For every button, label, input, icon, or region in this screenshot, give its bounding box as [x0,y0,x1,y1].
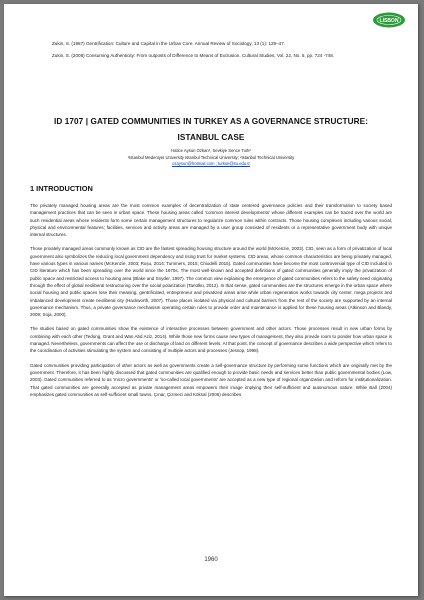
paper-title: ID 1707 | GATED COMMUNITIES IN TURKEY AS A GOVERNANCE STRUCTURE: ISTANBUL CASE [53,117,369,142]
page-number: 1960 [204,557,218,563]
conference-logo [372,12,406,28]
document-page [4,4,418,596]
author-affiliations: ¹Istanbul Medeniyet University Istanbul Technical University; ²Istanbul Technical University [127,154,295,160]
section-heading: 1 INTRODUCTION [30,184,93,193]
author-block [44,148,378,168]
svg-text:LISBON: LISBON [379,18,399,24]
body-text [30,202,392,405]
paragraph: Gated communities providing participation of other actors as well as governments create a self-governance structure by performing some functions which are originally met by the government. Therefore, it has been highly discussed that gated communities are qualified enough to provide basic needs and services better than public governmental bodies (Low, 2003). Gated communities referred to as 'micro governments' or 'so-called local governments' are accepted as a new type of regional organization and reform for institutionalization. That gated communities are generally accepted as private management areas empowers their image implying their self-sufficient and autonomous nature. While Ball (2004) emphasizes gated communities as self-sufficient small towns, Çınar, Çizmeci and Köksal (2006) describes [30,362,392,397]
author-emails-link[interactable]: ozaysun@hotmail.com ; turkse@itu.edu.tr [172,161,250,166]
paragraph: The privately managed housing areas are the most common examples of decentralization of state centered governance policies and their transformation to society based management practices that can be seen in urban space. These housing areas called 'common interest developments' whose different examples can be traced over the world are such residential areas whose residents form some certain management structures to regularize common rules within contracts. Those housing complexes including various social, physical and environmental features; facilities, services and activity areas are managed by a user group consisted of residents or a representative government body with unique internal structures. [30,203,392,238]
reference-item: Zukin, S. (2008) Consuming Authenticity: From outposts of Difference to Means of Exclusion. Cultural Studies, Vol. 22, No. 5, pp. 724 -748. [52,53,335,58]
paragraph: Those privately managed areas commonly known as CID are the fastest spreading housing structure around the world (McKenzie, 2003). CID, seen as a form of privatization of local government also symbolizes the reducing local government dependency and rising trust for market systems. CID areas, whose common characteristics are being privately managed, have various types in various names (McKenzie, 2003; Rușu, 2014; Tummers, 2015; Chiodelli 2015). Gated communities have become the most controversial type of CID included in CID literature which has been spreading over the world since the 1970s. The most well-known and accepted definitions of gated communities generally imply the privatization of public space and restricted access to housing area (Blake and Snyder, 1997). The common view explaining the emergence of gated communities refers to the safety need originating through the effect of global neoliberal restructuring over the social polarization (Tanülkü, 2012). In that sense, gated communities are the structures emerge in the urban space where social housing and public spaces lose their meaning, gentrificated, entrepreneur and privatized areas arise while urban regeneration works towards city center, mega projects and imbalanced development create neoliberal city (Hackworth, 2007). Those places isolated via physical and cultural barriers from the rest of the society are supported by an internal governance mechanism. Thus, a private governance mechanism operating certain rules to provide order and maintenance is applied for these housing areas (Atkinson and Blandy, 2009; Soja, 2000). [30,246,392,318]
references-list [52,40,382,64]
author-names: Hatice Aysun Ozkan¹, Sevkiye Sence Turk² [171,148,251,153]
reference-item: Zukin, S. (1987) Gentrification: Culture and Capital in the Urban Core. Annual Review of Sociology, 13 (1): 129–47. [52,41,286,46]
paragraph: The studies based on gated communities show the existence of interactive processes between government and other actors. Those processes result in new urban forms by combining with each other (Tedong, Grant and Wan Abd Aziz, 2014). While those new forms cause new types of management, they also provide room to ponder how urban space is managed. Nevertheless, governments can affect the use or discharge of land on different levels. At that point, the concept of governance describes a wide perspective which refers to the coordination of activities stimulating the system and consisting of multiple actors and processes (Jessop, 1998). [30,326,392,354]
